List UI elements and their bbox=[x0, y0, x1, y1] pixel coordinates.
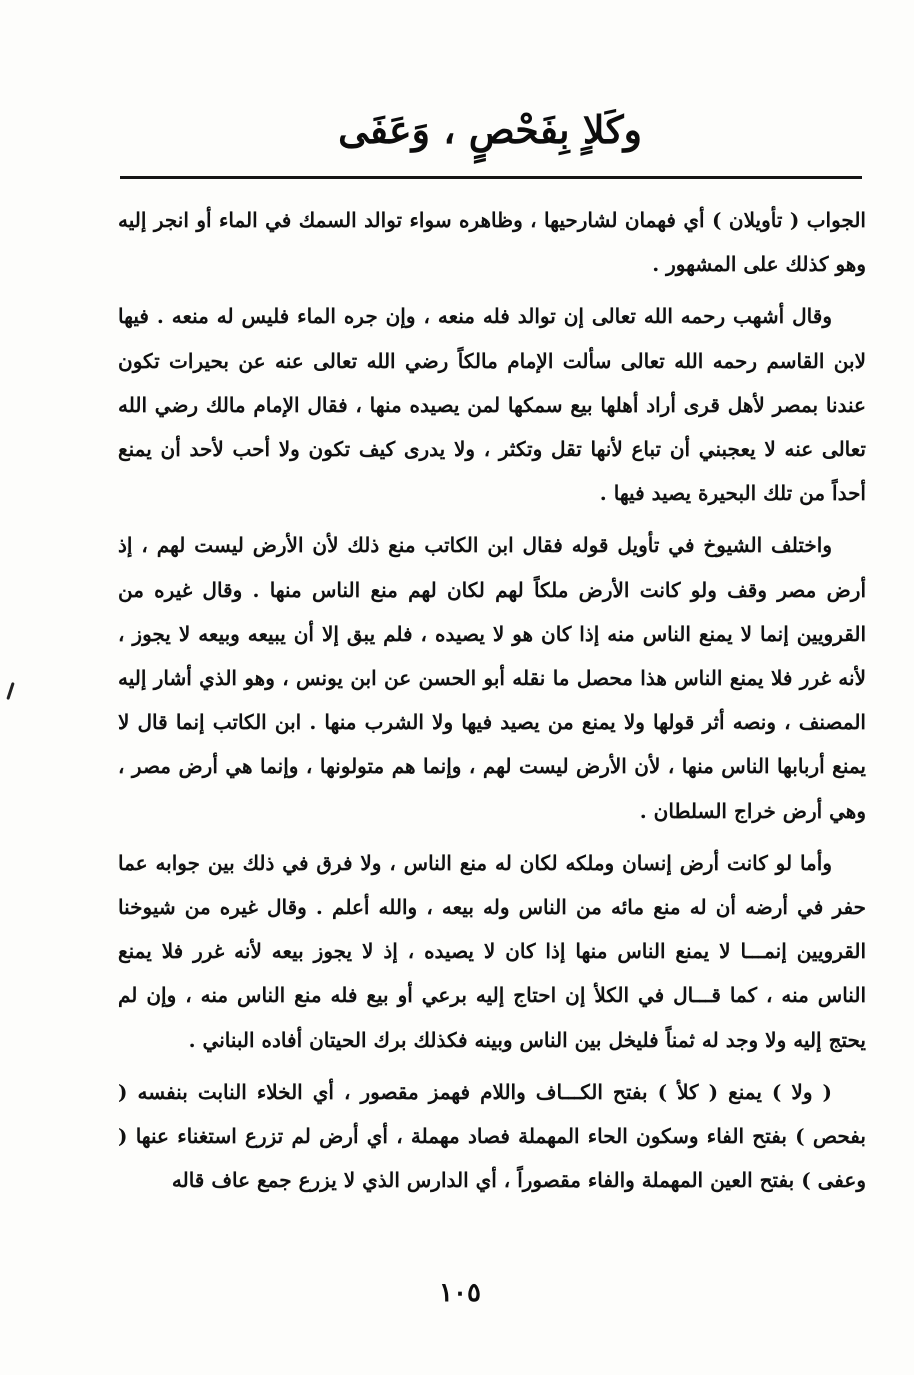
page-number: ١٠٥ bbox=[439, 1278, 481, 1308]
paragraph-5: ( ولا ) يمنع ( كلأ ) بفتح الكـــاف واللام فهمز مقصور ، أي الخلاء النابت بنفسه ( بفحص ) بفتح الفاء وسكون الحاء المهملة فصاد مهملة ، أي أرض لم تزرع استغناء عنها ( وعفى ) بفتح العين المهملة والفاء مقصوراً ، أي الدارس الذي لا يزرع جمع عاف قاله bbox=[118, 1079, 866, 1193]
header-divider bbox=[120, 176, 862, 179]
page-header-title: وكَلاٍ بِفَحْصٍ ، وَعَفَى bbox=[338, 107, 642, 152]
paragraph-3: واختلف الشيوخ في تأويل قوله فقال ابن الكاتب منع ذلك لأن الأرض ليست لهم ، إذ أرض مصر وقف ولو كانت الأرض ملكاً لهم لكان لهم منع الناس منها . وقال غيره من القرويين إنما لا يمنع الناس منه إذا كان هو لا يصيده ، فلم يبق إلا أن يبيعه وبيعه لا يجوز ، لأنه غرر فلا يمنع الناس هذا محصل ما نقله أبو الحسن عن ابن يونس ، وهو الذي أشار إليه المصنف ، ونصه أثر قولها ولا يمنع من يصيد فيها ولا الشرب منها . ابن الكاتب إنما قال لا يمنع أربابها الناس منها ، لأن الأرض ليست لهم ، وإنما هم متولونها ، وإنما هي أرض مصر ، وهي أرض خراج السلطان . bbox=[118, 533, 866, 823]
paragraph-1: الجواب ( تأويلان ) أي فهمان لشارحيها ، وظاهره سواء توالد السمك في الماء أو انجر إليه وهو كذلك على المشهور . bbox=[118, 208, 866, 277]
paragraph-4: وأما لو كانت أرض إنسان وملكه لكان له منع الناس ، ولا فرق في ذلك بين جوابه عما حفر في أرضه أن له منع مائه من الناس وله بيعه ، والله أعلم . وقال غيره من شيوخنا القرويين إنمـــا لا يمنع الناس منها إذا كان لا يصيده ، إذ لا يجوز بيعه لأنه غرر فلا يمنع الناس منه ، كما قـــال في الكلأ إن احتاج إليه برعي أو بيع فله منع الناس منه ، وإن لم يحتج إليه ولا وجد له ثمناً فليخل بين الناس وبينه فكذلك برك الحيتان أفاده البناني . bbox=[118, 850, 866, 1052]
page-body bbox=[118, 198, 866, 1210]
paragraph-2: وقال أشهب رحمه الله تعالى إن توالد فله منعه ، وإن جره الماء فليس له منعه . فيها لابن القاسم رحمه الله تعالى سألت الإمام مالكاً رضي الله تعالى عنه عن بحيرات تكون عندنا بمصر لأهل قرى أراد أهلها بيع سمكها لمن يصيده منها ، فقال الإمام مالك رضي الله تعالى عنه لا يعجبني أن تباع لأنها تقل وتكثر ، ولا يدرى كيف تكون ولا أحب لأحد أن يمنع أحداً من تلك البحيرة يصيد فيها . bbox=[118, 304, 866, 506]
margin-mark bbox=[6, 682, 14, 700]
